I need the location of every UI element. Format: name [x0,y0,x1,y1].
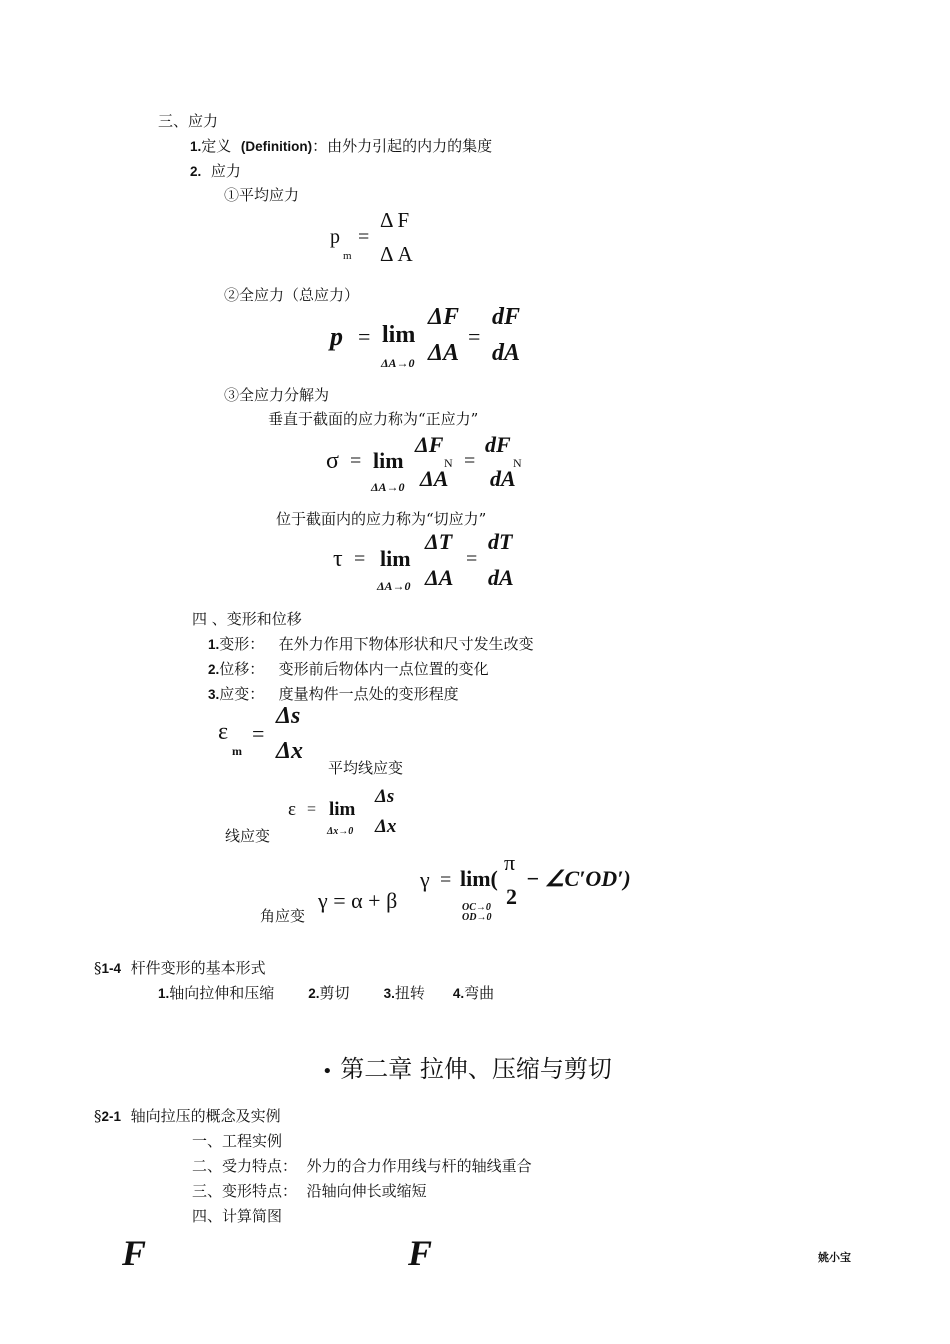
tau-lhs: τ [333,546,343,572]
epsm-subscript: m [232,744,242,758]
deformation-item-2 [208,658,489,679]
deformation-item-3 [208,683,459,704]
deformation-forms-row [158,982,494,1003]
tau-denominator: ΔA [425,565,454,590]
pm-equals: = [358,226,370,248]
p-denominator2: dA [492,340,521,366]
p-equals1: = [358,324,371,349]
p-numerator2: dF [492,304,521,330]
eps-denominator: Δx [375,816,397,837]
section-heading-deformation: 四 、变形和位移 [192,610,302,628]
item-label: 变形： [219,635,265,653]
section-1-4-heading [94,957,266,978]
pm-denominator: ΔA [380,242,417,266]
section-heading-stress: 三、应力 [158,112,219,130]
gamma-equals: = [440,869,452,891]
form-item: 2.剪切 [308,984,350,1002]
item-number: 3. [208,687,220,702]
item-number: 1. [208,637,220,652]
tau-lim-subscript: ΔA→0 [377,579,411,593]
tau-denominator2: dA [488,565,514,590]
concept-item-1: 一、工程实例 [192,1132,283,1150]
eps-lim-subscript: Δx→0 [327,826,354,837]
author-signature: 姚小宝 [818,1251,851,1264]
stress-number: 2. [190,164,202,179]
gamma-two: 2 [506,884,517,909]
section-number: 2-1 [101,1109,122,1124]
chapter-bullet: • [322,1061,333,1082]
pm-lhs: p [330,226,340,248]
definition-text: 由外力引起的内力的集度 [327,137,493,155]
epsm-equals: = [252,721,265,746]
sigma-subscript-n2: N [513,456,522,470]
gamma-lim: lim( [460,866,498,891]
concept-item-3: 三、变形特点： 沿轴向伸长或缩短 [192,1182,427,1200]
total-stress-label: ②全应力（总应力） [224,286,360,304]
section-title: 轴向拉压的概念及实例 [130,1107,281,1125]
sigma-lim-subscript: ΔA→0 [371,480,405,494]
average-strain-label: 平均线应变 [328,759,404,777]
pm-subscript: m [343,250,352,262]
item-label: 位移： [219,660,265,678]
p-denominator: ΔA [428,340,460,366]
eps-equals: = [307,801,317,818]
section-2-1-heading [94,1105,281,1126]
angular-strain-label: 角应变 [260,907,306,925]
item-label: 应变： [219,685,265,703]
eps-lim: lim [329,799,356,820]
section-title: 杆件变形的基本形式 [130,959,266,977]
average-stress-label: ①平均应力 [224,186,300,204]
tau-numerator: ΔT [425,529,453,554]
deformation-item-1 [208,633,534,654]
gamma-lim-subscript-oc: OC→0 [462,902,491,913]
sigma-equals1: = [350,450,362,472]
concept-item-2: 二、受力特点： 外力的合力作用线与杆的轴线重合 [192,1157,532,1175]
section-mark: § [94,959,102,977]
shear-stress-desc: 位于截面内的应力称为“切应力” [276,510,487,528]
form-item: 3.扭转 [383,984,425,1002]
stress-text: 应力 [210,162,241,180]
formula-gamma-sum: γ = α + β [318,888,398,913]
item-text: 度量构件一点处的变形程度 [278,685,459,703]
force-label-left: F [122,1233,147,1273]
normal-stress-desc: 垂直于截面的应力称为“正应力” [268,410,479,428]
form-item: 1.轴向拉伸和压缩 [158,984,275,1002]
gamma-pi: π [504,850,516,875]
sigma-numerator: ΔF [415,432,444,457]
definition-colon: ： [312,137,328,155]
epsm-lhs: ε [218,719,229,745]
item-text: 变形前后物体内一点位置的变化 [278,660,489,678]
form-item: 4.弯曲 [452,984,495,1002]
chapter-title-text: 第二章 拉伸、压缩与剪切 [340,1055,612,1083]
definition-label: 定义 [201,137,232,155]
gamma-angle-term: − ∠C′OD′) [526,866,631,891]
tau-numerator2: dT [488,529,513,554]
sigma-denominator: ΔA [420,466,449,491]
tau-lim: lim [380,546,411,571]
decompose-label: ③全应力分解为 [224,386,330,404]
gamma-lim-subscript-od: OD→0 [462,912,492,923]
definition-line [190,135,492,156]
sigma-subscript-n1: N [444,456,453,470]
sigma-equals2: = [464,450,476,472]
p-lim-subscript: ΔA→0 [381,356,415,370]
sigma-lhs: σ [326,448,339,474]
item-number: 2. [208,662,220,677]
tau-equals2: = [466,548,478,570]
sigma-numerator2: dF [485,432,511,457]
p-equals2: = [468,324,481,349]
section-number: 1-4 [101,961,122,976]
section-mark: § [94,1107,102,1125]
p-lhs: p [330,322,343,351]
eps-lhs: ε [288,799,296,820]
eps-numerator: Δs [375,786,395,807]
linear-strain-label: 线应变 [225,827,271,845]
epsm-denominator: Δx [276,738,304,764]
gamma-lhs: γ [420,867,430,892]
epsm-numerator: Δs [276,703,301,729]
stress-subheading [190,160,241,181]
sigma-denominator2: dA [490,466,516,491]
chapter-title [322,1049,612,1084]
sigma-lim: lim [373,448,404,473]
force-label-right: F [408,1233,433,1273]
concept-item-4: 四、计算简图 [192,1207,283,1225]
p-lim: lim [382,322,416,348]
definition-number: 1. [190,139,202,154]
p-numerator: ΔF [428,304,460,330]
definition-english: (Definition) [240,139,313,154]
item-text: 在外力作用下物体形状和尺寸发生改变 [278,635,534,653]
pm-numerator: ΔF [380,208,414,232]
tau-equals1: = [354,548,366,570]
